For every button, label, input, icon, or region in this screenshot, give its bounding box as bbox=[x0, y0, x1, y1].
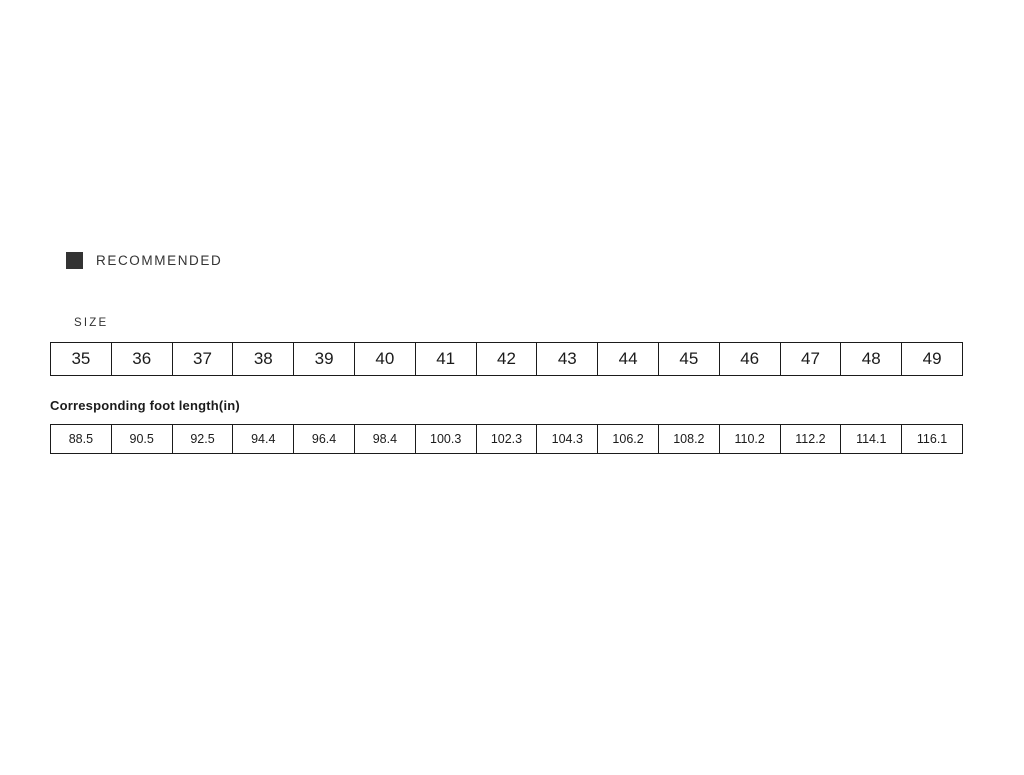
size-cell: 37 bbox=[172, 343, 233, 376]
size-cell: 35 bbox=[51, 343, 112, 376]
foot-length-cell: 92.5 bbox=[172, 425, 233, 454]
table-row bbox=[51, 425, 963, 454]
foot-length-cell: 112.2 bbox=[780, 425, 841, 454]
size-cell: 47 bbox=[780, 343, 841, 376]
foot-length-row-label: Corresponding foot length(in) bbox=[50, 398, 240, 413]
recommended-label: RECOMMENDED bbox=[96, 253, 223, 268]
foot-length-cell: 98.4 bbox=[354, 425, 415, 454]
foot-length-values-table bbox=[50, 424, 963, 454]
foot-length-cell: 104.3 bbox=[537, 425, 598, 454]
size-cell: 40 bbox=[354, 343, 415, 376]
size-cell: 36 bbox=[111, 343, 172, 376]
foot-length-cell: 88.5 bbox=[51, 425, 112, 454]
size-cell: 39 bbox=[294, 343, 355, 376]
recommended-swatch-icon bbox=[66, 252, 83, 269]
foot-length-cell: 102.3 bbox=[476, 425, 537, 454]
size-cell: 45 bbox=[658, 343, 719, 376]
foot-length-cell: 110.2 bbox=[719, 425, 780, 454]
size-cell: 38 bbox=[233, 343, 294, 376]
table-row bbox=[51, 343, 963, 376]
size-row-label: SIZE bbox=[74, 317, 109, 329]
foot-length-cell: 114.1 bbox=[841, 425, 902, 454]
recommended-legend bbox=[66, 252, 222, 269]
foot-length-cell: 100.3 bbox=[415, 425, 476, 454]
size-cell: 41 bbox=[415, 343, 476, 376]
size-cell: 48 bbox=[841, 343, 902, 376]
foot-length-cell: 106.2 bbox=[598, 425, 659, 454]
size-cell: 44 bbox=[598, 343, 659, 376]
size-cell: 42 bbox=[476, 343, 537, 376]
size-cell: 46 bbox=[719, 343, 780, 376]
foot-length-cell: 116.1 bbox=[902, 425, 963, 454]
foot-length-cell: 90.5 bbox=[111, 425, 172, 454]
foot-length-cell: 108.2 bbox=[658, 425, 719, 454]
size-values-table bbox=[50, 342, 963, 376]
foot-length-cell: 96.4 bbox=[294, 425, 355, 454]
size-cell: 43 bbox=[537, 343, 598, 376]
foot-length-cell: 94.4 bbox=[233, 425, 294, 454]
size-cell: 49 bbox=[902, 343, 963, 376]
